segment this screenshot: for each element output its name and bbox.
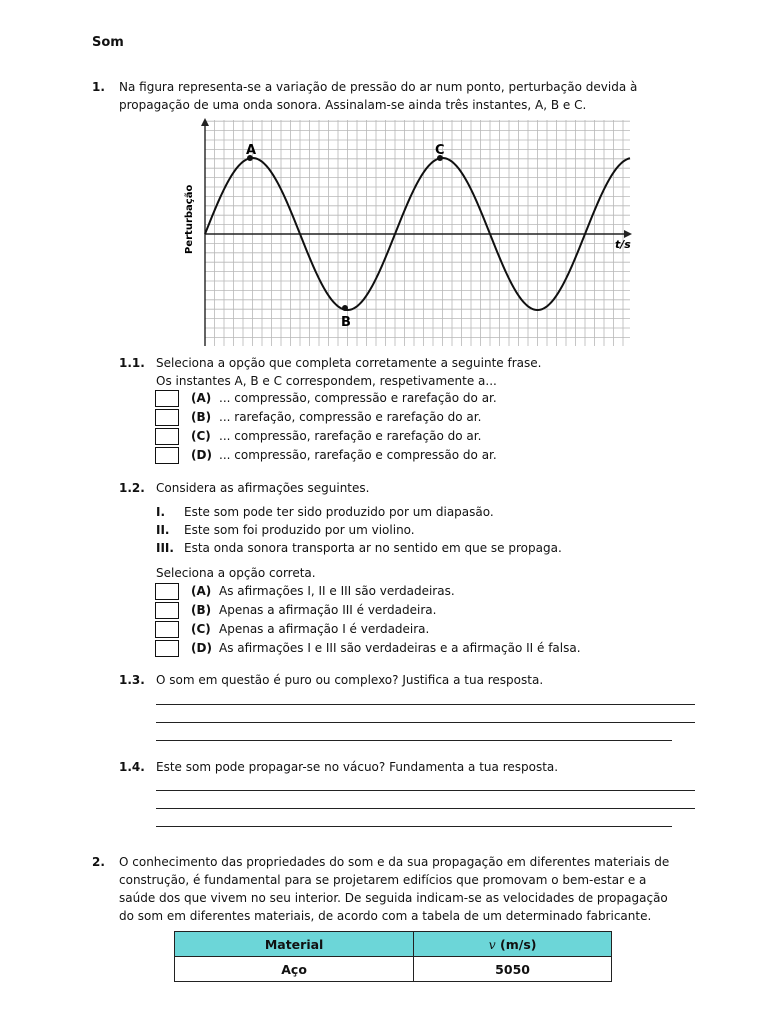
- q1-2-option-d[interactable]: [155, 639, 581, 657]
- statement-1: [156, 503, 494, 521]
- option-text: ... compressão, rarefação e compressão do ar.: [219, 448, 497, 462]
- q1-2-option-b[interactable]: [155, 601, 436, 619]
- question-1-4-number: 1.4.: [119, 760, 145, 774]
- statement-text: Este som pode ter sido produzido por um diapasão.: [184, 505, 494, 519]
- question-1-4-line: Este som pode propagar-se no vácuo? Fundamenta a tua resposta.: [156, 760, 559, 774]
- checkbox[interactable]: [155, 602, 179, 619]
- point-a-label: A: [246, 143, 257, 158]
- question-1-2-line: Considera as afirmações seguintes.: [156, 481, 370, 495]
- option-text: As afirmações I, II e III são verdadeiras.: [219, 584, 455, 598]
- question-1-text-line-1: Na figura representa-se a variação de pressão do ar num ponto, perturbação devida à: [119, 80, 638, 94]
- point-b-label: B: [341, 315, 351, 330]
- question-1-2-number: 1.2.: [119, 481, 145, 495]
- velocity-unit: (m/s): [495, 936, 537, 952]
- velocity-symbol: v: [488, 936, 496, 952]
- header-material: Material: [175, 932, 414, 957]
- checkbox[interactable]: [155, 583, 179, 600]
- option-letter: (C): [191, 429, 211, 443]
- option-letter: (D): [191, 641, 212, 655]
- question-1-1-number: 1.1.: [119, 356, 145, 370]
- option-letter: (D): [191, 448, 212, 462]
- statement-2: [156, 521, 415, 539]
- answer-line[interactable]: [156, 722, 695, 723]
- q1-2-option-c[interactable]: [155, 620, 429, 638]
- option-text: Apenas a afirmação III é verdadeira.: [219, 603, 437, 617]
- figure-grid: [205, 120, 630, 346]
- answer-line[interactable]: [156, 704, 695, 705]
- question-1-1-line-2: Os instantes A, B e C correspondem, respetivamente a...: [156, 374, 497, 388]
- q1-1-option-d[interactable]: [155, 446, 497, 464]
- cell-velocity: 5050: [414, 957, 612, 982]
- q1-1-option-c[interactable]: [155, 427, 481, 445]
- statement-number: III.: [156, 541, 174, 555]
- statement-number: II.: [156, 523, 170, 537]
- checkbox[interactable]: [155, 409, 179, 426]
- checkbox[interactable]: [155, 428, 179, 445]
- question-1-3-number: 1.3.: [119, 673, 145, 687]
- question-2-text-line-4: do som em diferentes materiais, de acordo com a tabela de um determinado fabricante.: [119, 909, 652, 923]
- question-2-number: 2.: [92, 855, 105, 869]
- question-2-text-line-3: saúde dos que vivem no seu interior. De seguida indicam-se as velocidades de propagação: [119, 891, 668, 905]
- option-letter: (B): [191, 410, 212, 424]
- answer-line[interactable]: [156, 740, 672, 741]
- option-text: ... rarefação, compressão e rarefação do ar.: [219, 410, 482, 424]
- q1-1-option-a[interactable]: [155, 389, 497, 407]
- statement-text: Esta onda sonora transporta ar no sentido em que se propaga.: [184, 541, 562, 555]
- point-b-marker: [342, 305, 348, 311]
- y-axis-arrow: [201, 118, 209, 126]
- checkbox[interactable]: [155, 621, 179, 638]
- checkbox[interactable]: [155, 390, 179, 407]
- statement-3: [156, 539, 562, 557]
- q1-1-option-b[interactable]: [155, 408, 481, 426]
- statement-number: I.: [156, 505, 166, 519]
- question-1-2-prompt: Seleciona a opção correta.: [156, 566, 316, 580]
- option-text: As afirmações I e III são verdadeiras e a afirmação II é falsa.: [219, 641, 581, 655]
- option-text: Apenas a afirmação I é verdadeira.: [219, 622, 430, 636]
- y-axis-label: Perturbação: [184, 184, 195, 254]
- option-letter: (B): [191, 603, 212, 617]
- materials-table: [174, 931, 612, 982]
- question-1-number: 1.: [92, 80, 105, 94]
- question-2-text-line-1: O conhecimento das propriedades do som e da sua propagação em diferentes materiais de: [119, 855, 670, 869]
- option-letter: (A): [191, 391, 212, 405]
- wave-figure: [175, 116, 640, 348]
- statement-text: Este som foi produzido por um violino.: [184, 523, 415, 537]
- page-title: Som: [92, 35, 124, 50]
- option-letter: (C): [191, 622, 211, 636]
- option-text: ... compressão, compressão e rarefação do ar.: [219, 391, 497, 405]
- point-c-label: C: [435, 143, 445, 158]
- question-1-1-line-1: Seleciona a opção que completa corretamente a seguinte frase.: [156, 356, 542, 370]
- x-axis-arrow: [624, 230, 632, 238]
- header-velocity: [414, 932, 612, 957]
- option-letter: (A): [191, 584, 212, 598]
- question-1-3-line: O som em questão é puro ou complexo? Justifica a tua resposta.: [156, 673, 544, 687]
- checkbox[interactable]: [155, 447, 179, 464]
- answer-line[interactable]: [156, 808, 695, 809]
- question-2-text-line-2: construção, é fundamental para se projetarem edifícios que promovam o bem-estar e a: [119, 873, 647, 887]
- question-1-text-line-2: propagação de uma onda sonora. Assinalam-se ainda três instantes, A, B e C.: [119, 98, 587, 112]
- answer-line[interactable]: [156, 826, 672, 827]
- cell-material: Aço: [175, 957, 414, 982]
- q1-2-option-a[interactable]: [155, 582, 455, 600]
- x-axis-label: t/s: [615, 238, 631, 251]
- table-row: [175, 957, 612, 982]
- option-text: ... compressão, rarefação e rarefação do ar.: [219, 429, 482, 443]
- checkbox[interactable]: [155, 640, 179, 657]
- answer-line[interactable]: [156, 790, 695, 791]
